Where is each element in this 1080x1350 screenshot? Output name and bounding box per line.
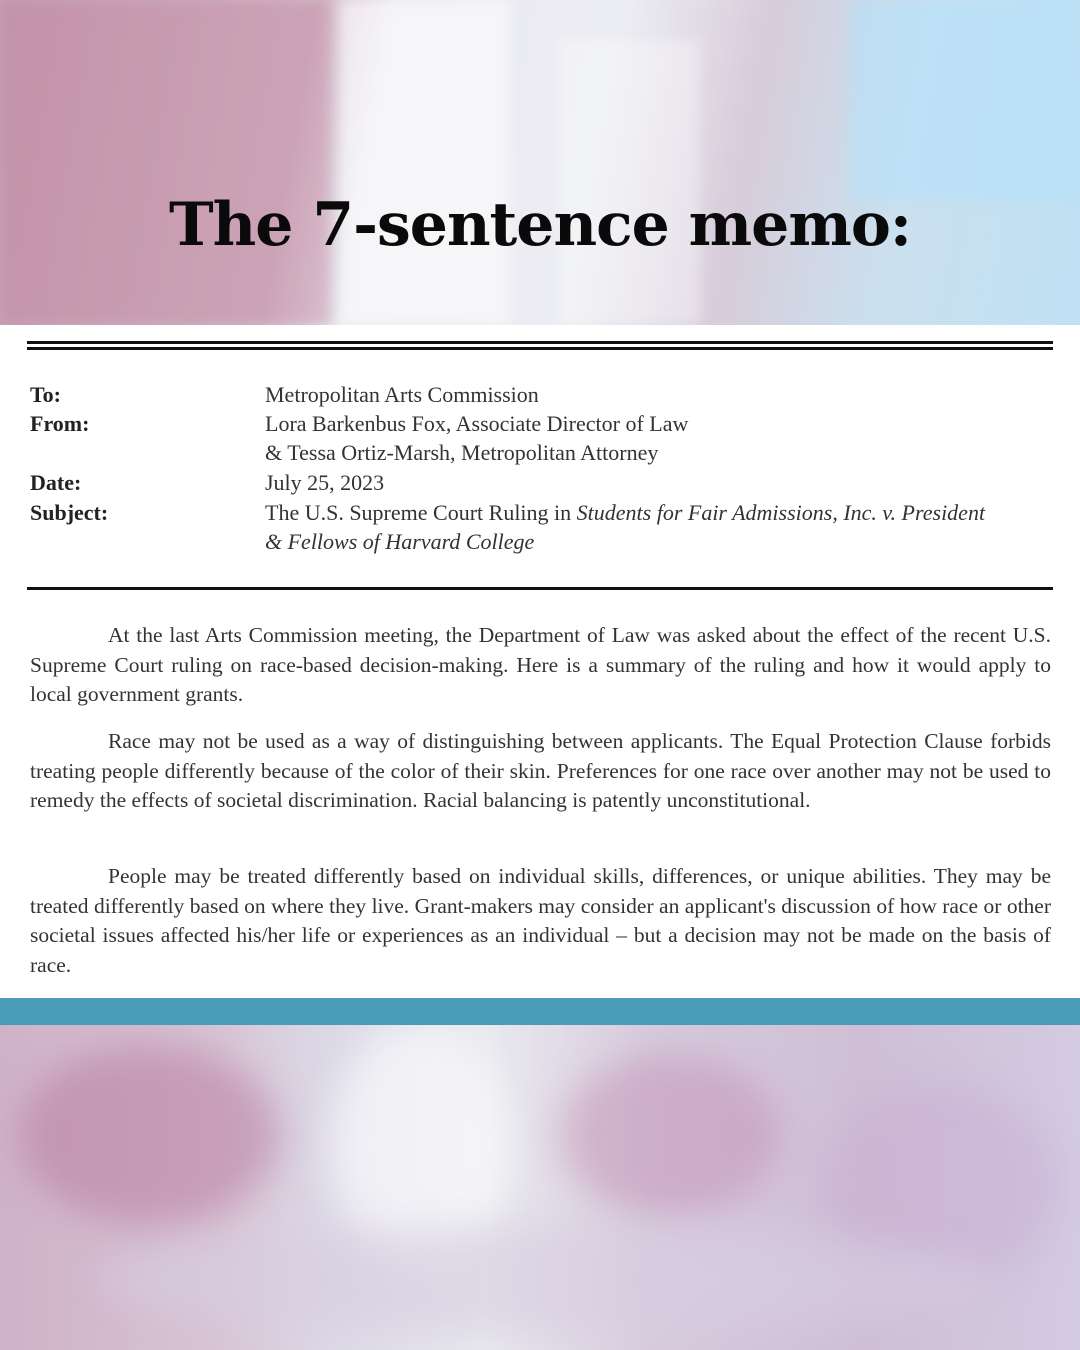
paragraph-1 [30,621,1051,710]
accent-bar [0,998,1080,1025]
from-label: From: [30,411,90,436]
paragraph-2 [30,727,1051,816]
date-label: Date: [30,470,82,495]
headline: The 7-sentence memo: [169,190,911,260]
subject-case-line1: Students for Fair Admissions, Inc. v. President [576,500,986,525]
subject-case-line2: & Fellows of Harvard College [265,529,535,554]
subject-prefix: The U.S. Supreme Court Ruling in [265,500,577,525]
header-rule-bottom [27,347,1053,350]
from-value-line2: & Tessa Ortiz-Marsh, Metropolitan Attorney [265,440,659,465]
background-photo-top [0,0,1080,325]
subject-value-line1 [265,500,985,526]
memo-document [0,325,1080,998]
to-label: To: [30,382,61,407]
header-rule-top [27,341,1053,344]
header-rule-divider [27,587,1053,590]
paragraph-3-text: People may be treated differently based on individual skills, differences, or unique abilities. They may be treated differently based on where they live. Grant-makers may consider an applicant's discussion of how race or other societal issues affected his/her life or experiences as an individual – but a decision may not be made on the basis of race. [30,864,1051,977]
paragraph-3 [30,862,1051,980]
paragraph-1-text: At the last Arts Commission meeting, the Department of Law was asked about the effect of the recent U.S. Supreme Court ruling on race-based decision-making. Here is a summary of the ruling and how it would apply to local government grants. [30,623,1051,706]
from-value-line1: Lora Barkenbus Fox, Associate Director of Law [265,411,689,436]
subject-label: Subject: [30,500,109,525]
date-value: July 25, 2023 [265,470,385,495]
background-photo-bottom [0,1025,1080,1350]
paragraph-2-text: Race may not be used as a way of distinguishing between applicants. The Equal Protection Clause forbids treating people differently because of the color of their skin. Preferences for one race over another may not be used to remedy the effects of societal discrimination. Racial balancing is patently unconstitutional. [30,729,1051,812]
to-value: Metropolitan Arts Commission [265,382,539,407]
